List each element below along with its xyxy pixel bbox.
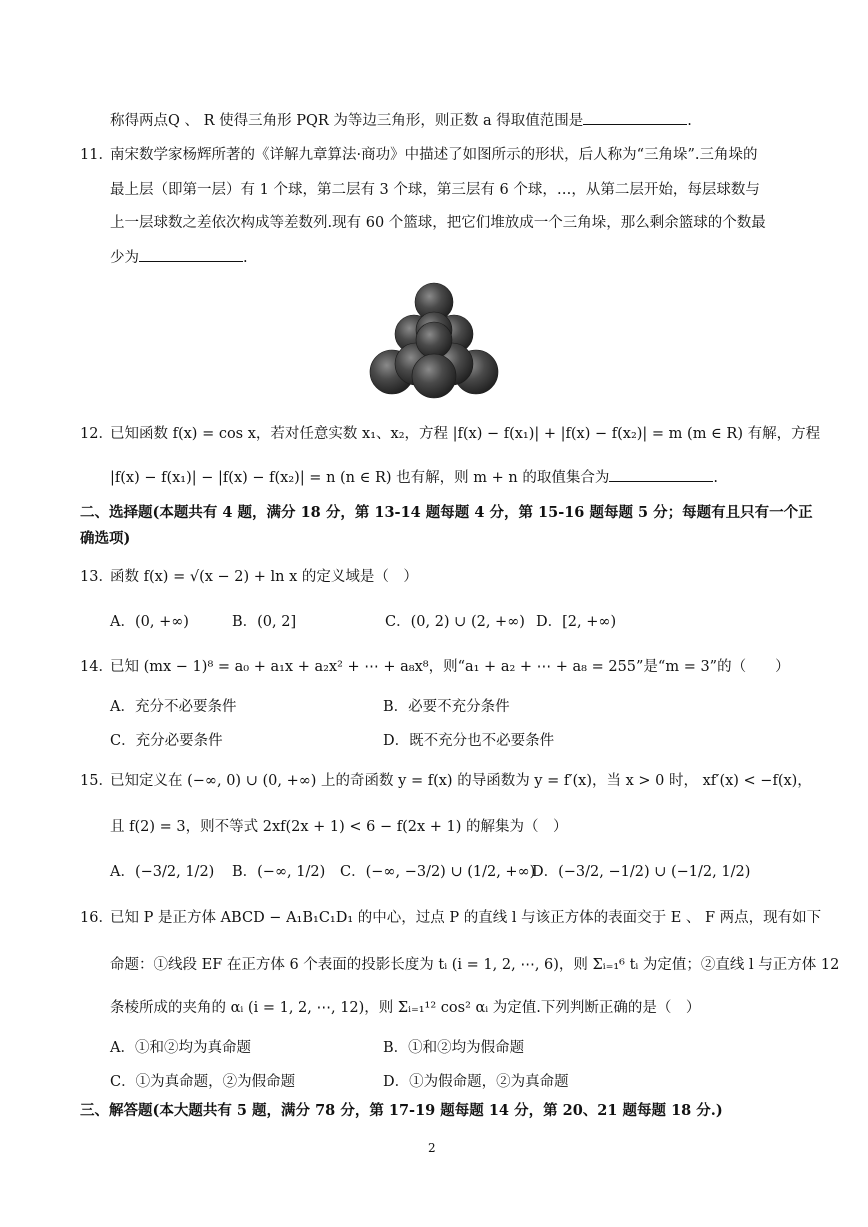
q14-option-c: C．充分必要条件 [110,733,223,749]
q16-option-b: B．①和②均为假命题 [383,1040,525,1056]
q15-number: 15． [80,773,113,789]
q14-option-a: A．充分不必要条件 [110,699,237,715]
triangular-ball-pile-figure [366,280,506,400]
q12-line2: |f(x) − f(x₁)| − |f(x) − f(x₂)| = n (n ∈ R) 也有解，则 m + n 的取值集合为 . [110,467,718,488]
q11-line4: 少为 . [110,247,248,268]
q13-number: 13． [80,569,113,585]
q11-line3: 上一层球数之差依次构成等差数列.现有 60 个篮球，把它们堆放成一个三角垛，那么剩余篮球的个数最 [110,215,766,231]
q15-option-d: D．(−3/2, −1/2) ∪ (−1/2, 1/2) [532,864,751,880]
q10-tail: 称得两点Q 、 R 使得三角形 PQR 为等边三角形，则正数 a 得取值范围是 . [110,110,692,131]
q11-line4-text: 少为 [110,250,139,266]
q16-line1: 已知 P 是正方体 ABCD − A₁B₁C₁D₁ 的中心，过点 P 的直线 l 与该正方体的表面交于 E 、 F 两点，现有如下 [110,910,822,926]
q14-number: 14． [80,659,113,675]
q15-option-b: B．(−∞, 1/2) [232,864,326,880]
q16-line2: 命题：①线段 EF 在正方体 6 个表面的投影长度为 tᵢ (i = 1, 2, ⋯, 6)，则 Σᵢ₌₁⁶ tᵢ 为定值；②直线 l 与正方体 12 [110,957,840,973]
q13-option-a: A．(0, +∞) [110,614,189,630]
section2-heading-line2: 确选项) [80,530,131,547]
q16-number: 16． [80,910,113,926]
q16-line3: 条棱所成的夹角的 αᵢ (i = 1, 2, ⋯, 12)，则 Σᵢ₌₁¹² cos² αᵢ 为定值.下列判断正确的是（ ） [110,1000,701,1016]
q11-answer-blank [139,247,243,262]
q16-option-a: A．①和②均为真命题 [110,1040,251,1056]
q14-stem: 已知 (mx − 1)⁸ = a₀ + a₁x + a₂x² + ⋯ + a₈x⁸，则“a₁ + a₂ + ⋯ + a₈ = 255”是“m = 3”的（ ） [110,659,790,675]
q11-line1: 南宋数学家杨辉所著的《详解九章算法·商功》中描述了如图所示的形状，后人称为“三角垛”.三角垛的 [110,147,758,163]
ball-10 [412,354,456,398]
q12-line2-text: |f(x) − f(x₁)| − |f(x) − f(x₂)| = n (n ∈ R) 也有解，则 m + n 的取值集合为 [110,470,610,486]
q15-option-c: C．(−∞, −3/2) ∪ (1/2, +∞) [340,864,536,880]
q15-line1: 已知定义在 (−∞, 0) ∪ (0, +∞) 上的奇函数 y = f(x) 的导函数为 y = f′(x)，当 x > 0 时， xf′(x) < −f(x)， [110,773,812,789]
q13-option-d: D．[2, +∞) [536,614,617,630]
q14-option-d: D．既不充分也不必要条件 [383,733,555,749]
q15-line2: 且 f(2) = 3，则不等式 2xf(2x + 1) < 6 − f(2x + 1) 的解集为（ ） [110,819,568,835]
page-number: 2 [428,1141,436,1155]
section2-heading-line1: 二、选择题(本题共有 4 题，满分 18 分，第 13-14 题每题 4 分，第 15-16 题每题 5 分；每题有且只有一个正 [80,504,813,521]
section3-heading: 三、解答题(本大题共有 5 题，满分 78 分，第 17-19 题每题 14 分，第 20、21 题每题 18 分.) [80,1102,723,1119]
q16-option-d: D．①为假命题，②为真命题 [383,1074,569,1090]
q14-option-b: B．必要不充分条件 [383,699,510,715]
q11-number: 11． [80,147,113,163]
ball-9 [416,322,452,358]
q12-number: 12． [80,426,113,442]
q12-answer-blank [609,467,713,482]
q15-option-a: A．(−3/2, 1/2) [110,864,215,880]
q10-tail-text: 称得两点Q 、 R 使得三角形 PQR 为等边三角形，则正数 a 得取值范围是 [110,113,584,129]
q16-option-c: C．①为真命题，②为假命题 [110,1074,296,1090]
q13-option-c: C．(0, 2) ∪ (2, +∞) [385,614,525,630]
q10-answer-blank [583,110,687,125]
q12-line1: 已知函数 f(x) = cos x，若对任意实数 x₁、x₂，方程 |f(x) − f(x₁)| + |f(x) − f(x₂)| = m (m ∈ R) 有解，方程 [110,426,821,442]
q13-option-b: B．(0, 2] [232,614,297,630]
q11-line2: 最上层（即第一层）有 1 个球，第二层有 3 个球，第三层有 6 个球，…，从第二层开始，每层球数与 [110,182,760,198]
q13-stem: 函数 f(x) = √(x − 2) + ln x 的定义域是（ ） [110,569,418,585]
